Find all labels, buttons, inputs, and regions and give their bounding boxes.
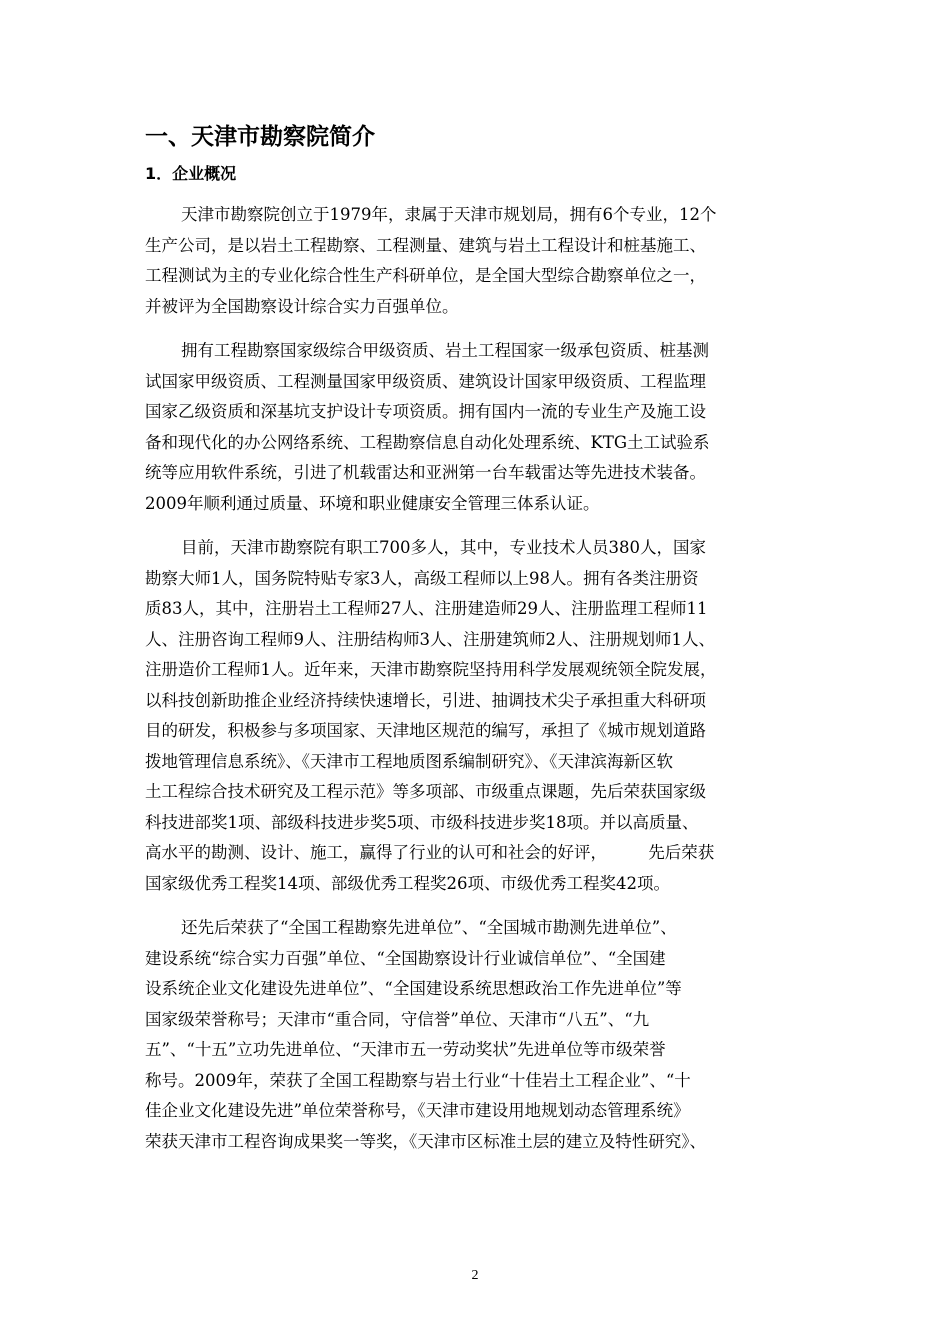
subsection-heading: 1．企业概况 — [145, 164, 237, 183]
paragraph-line: 质83人，其中，注册岩土工程师27人、注册建造师29人、注册监理工程师11 — [145, 599, 708, 618]
paragraph-line: 目的研发，积极参与多项国家、天津地区规范的编写，承担了《城市规划道路 — [145, 721, 706, 740]
section-heading: 一、天津市勘察院简介 — [145, 124, 375, 150]
paragraph-line: 拥有工程勘察国家级综合甲级资质、岩土工程国家一级承包资质、桩基测 — [181, 341, 709, 360]
paragraph — [145, 533, 825, 899]
page-number: 2 — [471, 1268, 479, 1283]
paragraph-line: 拨地管理信息系统》、《天津市工程地质图系编制研究》、《天津滨海新区软 — [145, 751, 673, 771]
paragraph-line: 人、注册咨询工程师9人、注册结构师3人、注册建筑师2人、注册规划师1人、 — [145, 629, 715, 649]
paragraph-line: 天津市勘察院创立于1979年，隶属于天津市规划局，拥有6个专业，12个 — [181, 205, 717, 224]
paragraph-line: 高水平的勘测、设计、施工，赢得了行业的认可和社会的好评， 先后荣获 — [145, 843, 715, 862]
paragraph-line: 土工程综合技术研究及工程示范》等多项部、市级重点课题，先后荣获国家级 — [145, 782, 706, 801]
paragraph-line: 科技进部奖1项、部级科技进步奖5项、市级科技进步奖18项。并以高质量、 — [145, 812, 699, 832]
paragraph-line: 备和现代化的办公网络系统、工程勘察信息自动化处理系统、KTG土工试验系 — [145, 432, 710, 452]
paragraph-line: 还先后荣获了“全国工程勘察先进单位”、“全国城市勘测先进单位”、 — [181, 918, 677, 937]
paragraph — [145, 913, 825, 1157]
paragraph-line: 目前，天津市勘察院有职工700多人，其中，专业技术人员380人，国家 — [181, 538, 706, 557]
paragraph-line: 五”、“十五”立功先进单位、“天津市五一劳动奖状”先进单位等市级荣誉 — [145, 1040, 666, 1059]
paragraph-line: 以科技创新助推企业经济持续快速增长，引进、抽调技术尖子承担重大科研项 — [145, 690, 706, 710]
paragraph — [145, 200, 825, 322]
paragraph-line: 荣获天津市工程咨询成果奖一等奖，《天津市区标准土层的建立及特性研究》、 — [145, 1131, 706, 1151]
paragraph-line: 勘察大师1人，国务院特贴专家3人，高级工程师以上98人。拥有各类注册资 — [145, 568, 699, 588]
paragraph-line: 设系统企业文化建设先进单位”、“全国建设系统思想政治工作先进单位”等 — [145, 979, 682, 998]
paragraph-line: 工程测试为主的专业化综合性生产科研单位，是全国大型综合勘察单位之一， — [145, 266, 706, 285]
paragraph-line: 国家级优秀工程奖14项、部级优秀工程奖26项、市级优秀工程奖42项。 — [145, 873, 670, 893]
paragraph — [145, 336, 825, 519]
paragraph-line: 国家乙级资质和深基坑支护设计专项资质。拥有国内一流的专业生产及施工设 — [145, 402, 706, 421]
paragraph-line: 并被评为全国勘察设计综合实力百强单位。 — [145, 296, 459, 316]
paragraph-line: 试国家甲级资质、工程测量国家甲级资质、建筑设计国家甲级资质、工程监理 — [145, 371, 706, 391]
paragraph-line: 称号。2009年，荣获了全国工程勘察与岩土行业“十佳岩土工程企业”、“十 — [145, 1070, 691, 1090]
paragraph-line: 注册造价工程师1人。近年来，天津市勘察院坚持用科学发展观统领全院发展， — [145, 660, 717, 679]
paragraph-line: 统等应用软件系统，引进了机载雷达和亚洲第一台车载雷达等先进技术装备。 — [145, 463, 706, 482]
paragraph-line: 国家级荣誉称号；天津市“重合同，守信誉”单位、天津市“八五”、“九 — [145, 1009, 650, 1029]
paragraph-line: 佳企业文化建设先进”单位荣誉称号，《天津市建设用地规划动态管理系统》 — [145, 1101, 690, 1120]
paragraph-line: 生产公司，是以岩土工程勘察、工程测量、建筑与岩土工程设计和桩基施工、 — [145, 235, 706, 255]
paragraph-line: 2009年顺利通过质量、环境和职业健康安全管理三体系认证。 — [145, 493, 600, 513]
body-text — [145, 200, 825, 1171]
paragraph-line: 建设系统“综合实力百强”单位、“全国勘察设计行业诚信单位”、“全国建 — [145, 948, 666, 968]
